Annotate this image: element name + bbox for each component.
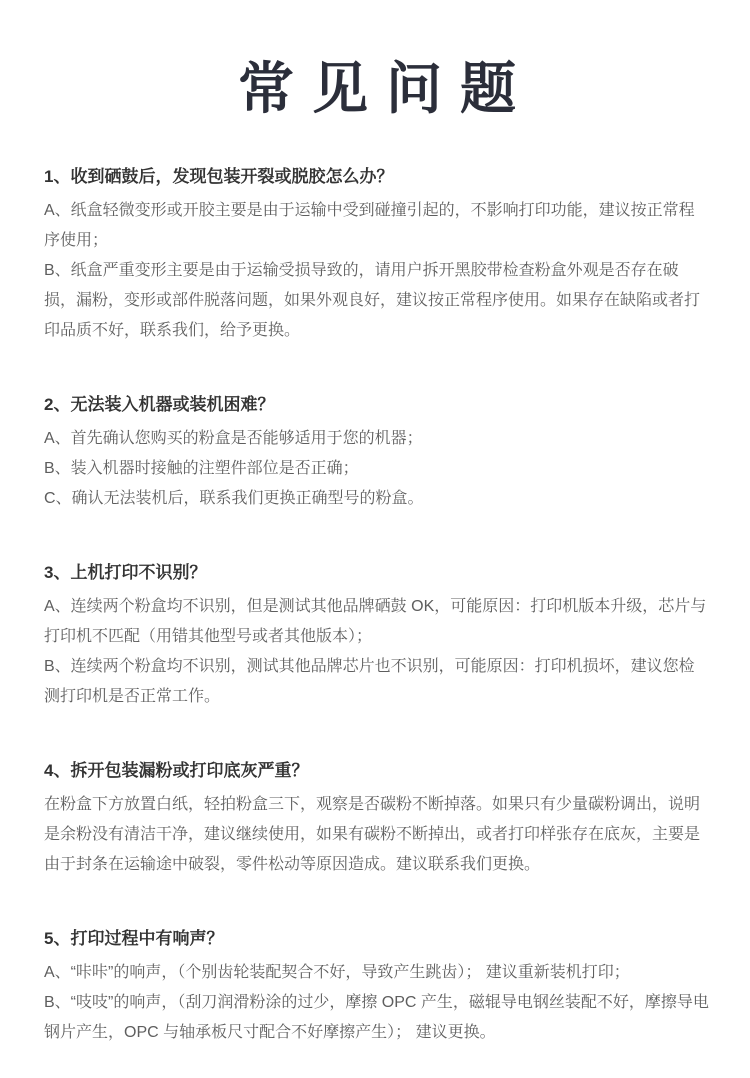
faq-section-1 [44, 166, 710, 346]
question-heading: 4、拆开包装漏粉或打印底灰严重？ [44, 761, 309, 780]
answer-paragraph: A、“咔咔”的响声，（个别齿轮装配契合不好，导致产生跳齿）； 建议重新装机打印； [44, 964, 630, 981]
question-heading: 5、打印过程中有响声？ [44, 929, 224, 948]
question-heading: 2、无法装入机器或装机困难？ [44, 395, 275, 414]
answer-paragraph: A、首先确认您购买的粉盒是否能够适用于您的机器； [44, 430, 423, 447]
answer-paragraph: 在粉盒下方放置白纸，轻拍粉盒三下，观察是否碳粉不断掉落。如果只有少量碳粉调出，说明是余粉没有清洁干净，建议继续使用，如果有碳粉不断掉出，或者打印样张存在底灰，主要是由于封条在运输途中破裂，零件松动等原因造成。建议联系我们更换。 [44, 796, 701, 873]
question-heading: 1、收到硒鼓后，发现包装开裂或脱胶怎么办？ [44, 167, 394, 186]
faq-section-3 [44, 562, 710, 712]
answer-paragraph: C、确认无法装机后，联系我们更换正确型号的粉盒。 [44, 490, 424, 507]
answer-paragraph: B、连续两个粉盒均不识别，测试其他品牌芯片也不识别，可能原因：打印机损坏，建议您检测打印机是否正常工作。 [44, 658, 695, 705]
faq-section-2 [44, 394, 710, 514]
answer-paragraph: A、纸盒轻微变形或开胶主要是由于运输中受到碰撞引起的，不影响打印功能，建议按正常程序使用； [44, 202, 695, 249]
answer-paragraph: B、纸盒严重变形主要是由于运输受损导致的，请用户拆开黑胶带检查粉盒外观是否存在破损，漏粉，变形或部件脱落问题，如果外观良好，建议按正常程序使用。如果存在缺陷或者打印品质不好，联系我们，给予更换。 [44, 262, 701, 339]
faq-section-5 [44, 928, 710, 1048]
page-title: 常见问题 [238, 57, 534, 120]
answer-paragraph: B、装入机器时接触的注塑件部位是否正确； [44, 460, 359, 477]
answer-paragraph: B、“吱吱”的响声，（刮刀润滑粉涂的过少，摩擦 OPC 产生，磁辊导电钢丝装配不好，摩擦导电钢片产生，OPC 与轴承板尺寸配合不好摩擦产生）； 建议更换。 [44, 994, 709, 1041]
question-heading: 3、上机打印不识别？ [44, 563, 207, 582]
answer-paragraph: A、连续两个粉盒均不识别，但是测试其他品牌硒鼓 OK，可能原因：打印机版本升级，芯片与打印机不匹配（用错其他型号或者其他版本）； [44, 598, 707, 645]
faq-section-4 [44, 760, 710, 880]
